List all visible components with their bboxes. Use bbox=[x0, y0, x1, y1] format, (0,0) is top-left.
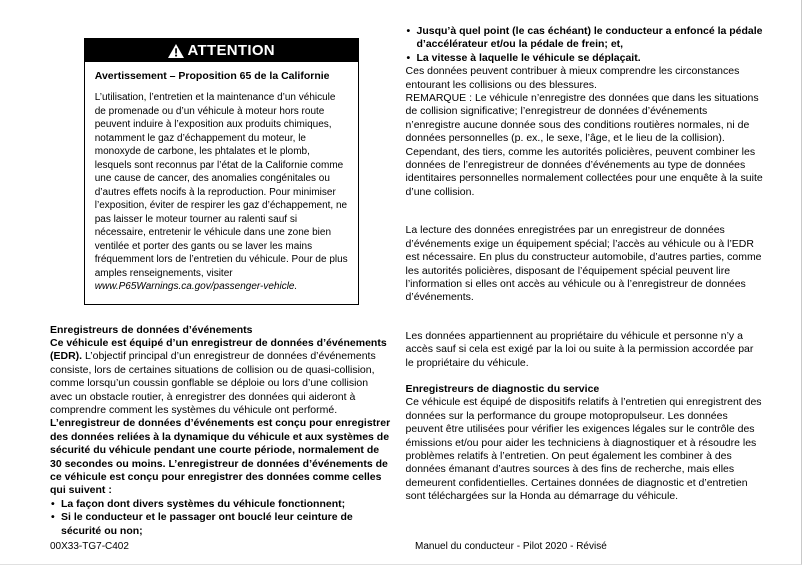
right-column bbox=[406, 25, 763, 538]
footer-manual-title: Manuel du conducteur - Pilot 2020 - Révisé bbox=[415, 541, 607, 552]
paragraph-remarque: REMARQUE : Le véhicule n’enregistre des données que dans les situations de collision significative; l’enregistreur de données d’événements n’enregistre aucune donnée sous des conditions routières normales, ni de données personnelles (p. ex., le sexe, l’âge, et le lieu de la collision). Cependant, des tiers, comme les autorités policières, peuvent combiner les données de l’enregistreur de données d’événements au type de données identitaires personnelles normalement collectées pour une enquête à la suite d’une collision. bbox=[405, 92, 763, 198]
edr-intro-bold: Ce véhicule est équipé d’un enregistreur de données d’événements (EDR). bbox=[50, 336, 387, 363]
warning-url: www.P65Warnings.ca.gov/passenger-vehicle. bbox=[94, 281, 298, 292]
warning-icon bbox=[168, 44, 184, 58]
warning-box bbox=[84, 38, 359, 305]
edr-intro-regular: L’objectif principal d’un enregistreur de données d’événements consiste, lors de certaines situations de collision ou de quasi-collision, comme lorsqu’un coussin gonflable se déploie ou lors d’une collision avec un obstacle routier, à enregistrer des données qui aideront à comprendre comment les systèmes du véhicule ont performé. bbox=[50, 350, 376, 416]
edr-intro-bold2: L’enregistreur de données d’événements est conçu pour enregistrer des données reliées à la dynamique du véhicule et aux systèmes de sécurité du véhicule pendant une courte période, normalement de 30 secondes ou moins. L’enregistreur de données d’événements de ce véhicule est conçu pour enregistrer des données comme celles qui suivent : bbox=[50, 417, 391, 497]
paragraph-data-ownership: Les données appartiennent au propriétaire du véhicule et personne n’y a accès sauf si cela est exigé par la loi ou suite à la permission accordée par le propriétaire du véhicule. bbox=[405, 329, 754, 369]
warning-body bbox=[85, 89, 358, 304]
page-columns bbox=[50, 25, 763, 538]
edr-section bbox=[50, 324, 393, 539]
warning-header bbox=[85, 39, 358, 62]
diagnostic-heading: Enregistreurs de diagnostic du service bbox=[405, 382, 600, 395]
list-item: • Si le conducteur et le passager ont bouclé leur ceinture de sécurité ou non; bbox=[50, 511, 393, 538]
edr-bullet-list bbox=[50, 498, 393, 538]
warning-subtitle: Avertissement – Proposition 65 de la Californie bbox=[94, 70, 330, 82]
edr-heading: Enregistreurs de données d’événements bbox=[50, 323, 253, 336]
paragraph-data-reading: La lecture des données enregistrées par un enregistreur de données d’événements exige un équipement spécial; l’accès au véhicule ou à l’EDR est nécessaire. En plus du constructeur automobile, d’autres parties, comme les autorités policières, disposant de l’équipement spécial peuvent lire l’information si elles ont accès au véhicule ou à l’enregistreur de données d’événements. bbox=[405, 224, 762, 304]
edr-paragraph bbox=[50, 337, 393, 498]
footer-part-number: 00X33-TG7-C402 bbox=[50, 541, 129, 552]
list-item: • Jusqu’à quel point (le cas échéant) le conducteur a enfoncé la pédale d’accélérateur et/ou la pédale de frein; et, bbox=[406, 25, 763, 52]
diagnostic-paragraph: Ce véhicule est équipé de dispositifs relatifs à l’entretien qui enregistrent des données sur la performance du groupe motopropulseur. Les données peuvent être utilisées pour vérifier les exigences légales sur le contrôle des émissions et/ou pour aider les techniciens à diagnostiquer et à résoudre les problèmes relatifs à l’entretien. On peut également les combiner à des données émanant d’autres sources à des fins de recherche, mais elles demeurent confidentielles. Certaines données de diagnostic et d’entretien sont téléchargées sur la Honda au démarrage du véhicule. bbox=[405, 396, 762, 503]
left-column bbox=[50, 25, 393, 538]
page-footer bbox=[0, 540, 801, 554]
edr-recorded-data-bullet-list bbox=[406, 25, 763, 65]
paragraph-data-purpose: Ces données peuvent contribuer à mieux comprendre les circonstances entourant les collisions ou des blessures. bbox=[405, 65, 740, 91]
list-item: • La vitesse à laquelle le véhicule se déplaçait. bbox=[406, 52, 763, 65]
warning-title: ATTENTION bbox=[187, 42, 275, 59]
warning-body-text: L’utilisation, l’entretien et la maintenance d’un véhicule de promenade ou d’un véhicule à moteur hors route peuvent induire à l’exposition aux produits chimiques, notamment le gaz d’échappement du moteur, le monoxyde de carbone, les phtalates et le plomb, lesquels sont reconnus par l’état de la Californie comme une cause de cancer, des anomalies congénitales ou d’autres effets nocifs à la reproduction. Pour minimiser l’exposition, éviter de respirer les gaz d’échappement, ne pas laisser le moteur tourner au ralenti sauf si nécessaire, entretenir le véhicule dans une zone bien ventilée et porter des gants ou se laver les mains fréquemment lors de l’entretien du véhicule. Pour de plus amples renseignements, visiter bbox=[94, 92, 348, 279]
list-item: • La façon dont divers systèmes du véhicule fonctionnent; bbox=[50, 498, 393, 511]
